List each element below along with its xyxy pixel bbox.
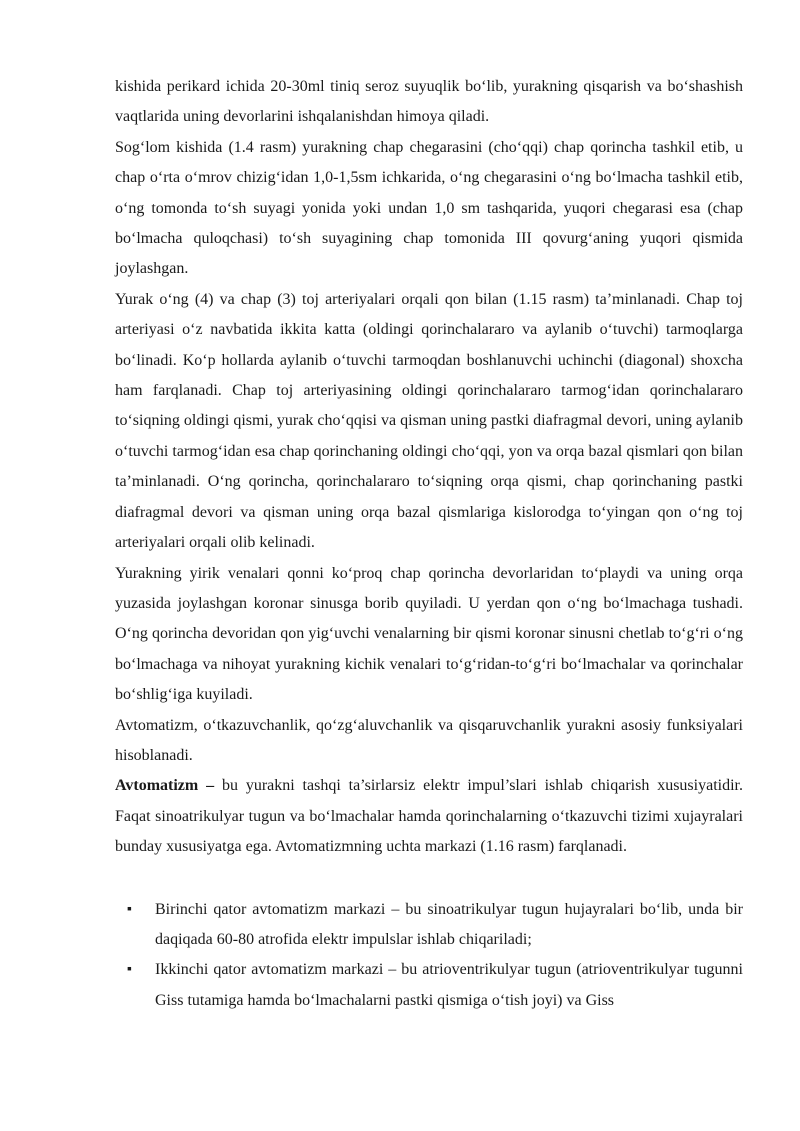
paragraph-heart-borders: Sog‘lom kishida (1.4 rasm) yurakning chap chegarasini (cho‘qqi) chap qorincha tashkil etib, u chap o‘rta o‘mrov chizig‘idan 1,0-1,5sm ichkarida, o‘ng chegarasini o‘ng bo‘lmacha tashkil etib, o‘ng tomonda to‘sh suyagi yonida yoki undan 1,0 sm tashqarida, yuqori chegarasi esa (chap bo‘lmacha quloqchasi) to‘sh suyagining chap tomonida III qovurg‘aning yuqori qismida joylashgan.: [115, 138, 743, 278]
bullet-icon: ▪: [127, 901, 132, 917]
paragraph-cardiac-veins: Yurakning yirik venalari qonni ko‘proq chap qorincha devorlaridan to‘playdi va uning orqa yuzasida joylashgan koronar sinusga borib quyiladi. U yerdan qon o‘ng bo‘lmachaga tushadi. O‘ng qorincha devoridan qon yig‘uvchi venalarning bir qismi koronar sinusni chetlab to‘g‘ri o‘ng bo‘lmachaga va nihoyat yurakning kichik venalari to‘g‘ridan-to‘g‘ri bo‘lmachalar va qorinchalar bo‘shlig‘iga kuyiladi.: [115, 564, 743, 704]
paragraph-automatism: [115, 771, 743, 862]
list-item: [115, 895, 743, 956]
list-item-text: Ikkinchi qator avtomatizm markazi – bu atrioventrikulyar tugun (atrioventrikulyar tugunni Giss tutamiga hamda bo‘lmachalarni pastki qismiga o‘tish joyi) va Giss: [155, 961, 743, 1009]
paragraph-heart-functions: Avtomatizm, o‘tkazuvchanlik, qo‘zg‘aluvchanlik va qisqaruvchanlik yurakni asosiy funksiyalari hisoblanadi.: [115, 716, 743, 764]
automatism-centers-list: [115, 895, 743, 1017]
automatism-definition: bu yurakni tashqi ta’sirlarsiz elektr impul’slari ishlab chiqarish xususiyatidir. Faqat sinoatrikulyar tugun va bo‘lmachalar hamda qorinchalarning o‘tkazuvchi tizimi xujayralari bunday xususiyatga ega. Avtomatizmning uchta markazi (1.16 rasm) farqlanadi.: [115, 777, 743, 856]
paragraph-coronary-arteries: Yurak o‘ng (4) va chap (3) toj arteriyalari orqali qon bilan (1.15 rasm) ta’minlanadi. Chap toj arteriyasi o‘z navbatida ikkita katta (oldingi qorinchalararo va aylanib o‘tuvchi) tarmoqlarga bo‘linadi. Ko‘p hollarda aylanib o‘tuvchi tarmoqdan boshlanuvchi uchinchi (diagonal) shoxcha ham farqlanadi. Chap toj arteriyasining oldingi qorinchalararo tarmog‘idan qorinchalararo to‘siqning oldingi qismi, yurak cho‘qqisi va qisman uning pastki diafragmal devori, uning aylanib o‘tuvchi tarmog‘idan esa chap qorinchaning oldingi cho‘qqi, yon va orqa bazal qismlari qon bilan ta’minlanadi. O‘ng qorincha, qorinchalararo to‘siqning orqa qismi, chap qorinchaning pastki diafragmal devori va qisman uning orqa bazal qismlariga kislorodga to‘yingan qon o‘ng toj arteriyalari orqali olib kelinadi.: [115, 290, 743, 552]
automatism-term: Avtomatizm –: [115, 777, 215, 795]
list-item: [115, 955, 743, 1016]
bullet-icon: ▪: [127, 962, 132, 978]
list-item-text: Birinchi qator avtomatizm markazi – bu sinoatrikulyar tugun hujayralari bo‘lib, unda bir daqiqada 60-80 atrofida elektr impulslar ishlab chiqariladi;: [155, 900, 743, 948]
paragraph-pericardium: kishida perikard ichida 20-30ml tiniq seroz suyuqlik bo‘lib, yurakning qisqarish va bo‘shashish vaqtlarida uning devorlarini ishqalanishdan himoya qiladi.: [115, 78, 743, 126]
